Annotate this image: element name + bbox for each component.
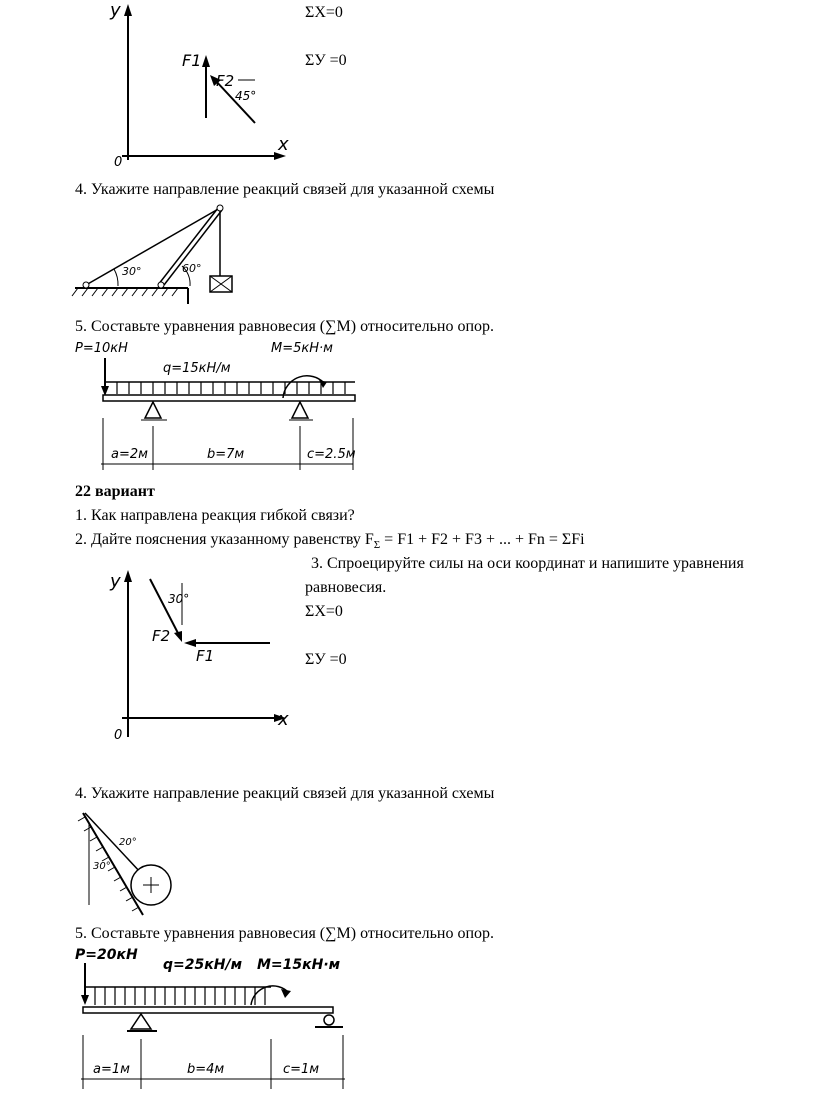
question-4a: 4. Укажите направление реакций связей для указанной схемы bbox=[75, 181, 495, 198]
question-2-prefix: 2. Дайте пояснения указанному равенству F bbox=[75, 531, 374, 548]
question-2 bbox=[75, 530, 585, 555]
distributed-load-arrows bbox=[95, 987, 265, 1005]
crane-diagram bbox=[70, 200, 270, 305]
support-b bbox=[324, 1015, 334, 1025]
dim-b: b=4м bbox=[187, 1062, 225, 1077]
question-3-line1: 3. Спроецируйте силы на оси координат и напишите уравнения bbox=[311, 555, 744, 572]
support-b bbox=[292, 402, 308, 418]
angle-label-60: 60° bbox=[182, 262, 202, 275]
moment-label: M=15кН·м bbox=[257, 957, 341, 973]
question-5a: 5. Составьте уравнения равновесия (∑М) относительно опор. bbox=[75, 318, 494, 335]
angle-label: 45° bbox=[235, 89, 257, 103]
f2-label: F2 bbox=[216, 72, 235, 90]
load-p-label: P=20кН bbox=[75, 947, 138, 963]
y-axis-label: y bbox=[110, 0, 121, 21]
load-q-label: q=25кН/м bbox=[163, 957, 243, 973]
hinge-top bbox=[217, 205, 223, 211]
angle-arc-1 bbox=[114, 269, 118, 286]
question-5b: 5. Составьте уравнения равновесия (∑М) относительно опор. bbox=[75, 925, 494, 942]
sum-y-equation-1: ΣУ =0 bbox=[305, 52, 347, 69]
beam-diagram-1 bbox=[75, 336, 375, 476]
ground-hatch bbox=[72, 288, 178, 296]
load-q-label: q=15кН/м bbox=[163, 361, 231, 376]
x-axis-label: x bbox=[278, 134, 289, 155]
origin-label: 0 bbox=[114, 728, 123, 743]
load-p-label: P=10кН bbox=[75, 341, 128, 356]
beam bbox=[103, 395, 355, 401]
moment-label: M=5кН·м bbox=[271, 341, 333, 356]
y-axis-arrow bbox=[124, 4, 132, 16]
question-2-equation: = F1 + F2 + F3 + ... + Fn = ΣFi bbox=[384, 531, 585, 548]
question-1: 1. Как направлена реакция гибкой связи? bbox=[75, 507, 355, 524]
hinge-boom bbox=[158, 282, 164, 288]
sum-y-equation-2: ΣУ =0 bbox=[305, 651, 347, 668]
distributed-load-arrows bbox=[117, 382, 345, 394]
angle-label-30: 30° bbox=[93, 861, 111, 872]
angle-label: 30° bbox=[168, 592, 190, 606]
dim-a: a=2м bbox=[111, 447, 148, 462]
force-f1-arrow bbox=[202, 55, 210, 67]
question-2-sigma: Σ bbox=[373, 539, 381, 552]
variant-title: 22 вариант bbox=[75, 483, 155, 500]
origin-label: 0 bbox=[114, 155, 123, 170]
dim-b: b=7м bbox=[207, 447, 245, 462]
f2-label: F2 bbox=[152, 627, 171, 645]
x-axis-label: x bbox=[278, 709, 289, 730]
dim-a: a=1м bbox=[93, 1062, 130, 1077]
f1-label: F1 bbox=[196, 647, 215, 665]
force-diagram-2 bbox=[100, 565, 300, 745]
angle-label-20: 20° bbox=[119, 837, 137, 848]
hinge-left bbox=[83, 282, 89, 288]
dim-c: c=2.5м bbox=[307, 447, 356, 462]
question-4b: 4. Укажите направление реакций связей для указанной схемы bbox=[75, 785, 495, 802]
dim-c: c=1м bbox=[283, 1062, 320, 1077]
moment-arc bbox=[251, 986, 289, 1005]
hanging-ball-diagram bbox=[75, 805, 195, 920]
angle-label-30: 30° bbox=[122, 265, 142, 278]
question-3-line2: равновесия. bbox=[305, 579, 387, 596]
beam bbox=[83, 1007, 333, 1013]
wall bbox=[83, 813, 143, 915]
support-a bbox=[145, 402, 161, 418]
support-a bbox=[131, 1014, 151, 1029]
y-axis-label: y bbox=[110, 571, 121, 592]
sum-x-equation-2: ΣX=0 bbox=[305, 603, 343, 620]
f1-label: F1 bbox=[182, 51, 202, 70]
beam-diagram-2 bbox=[75, 943, 355, 1093]
force-diagram-1 bbox=[100, 0, 300, 170]
sum-x-equation-1: ΣX=0 bbox=[305, 4, 343, 21]
